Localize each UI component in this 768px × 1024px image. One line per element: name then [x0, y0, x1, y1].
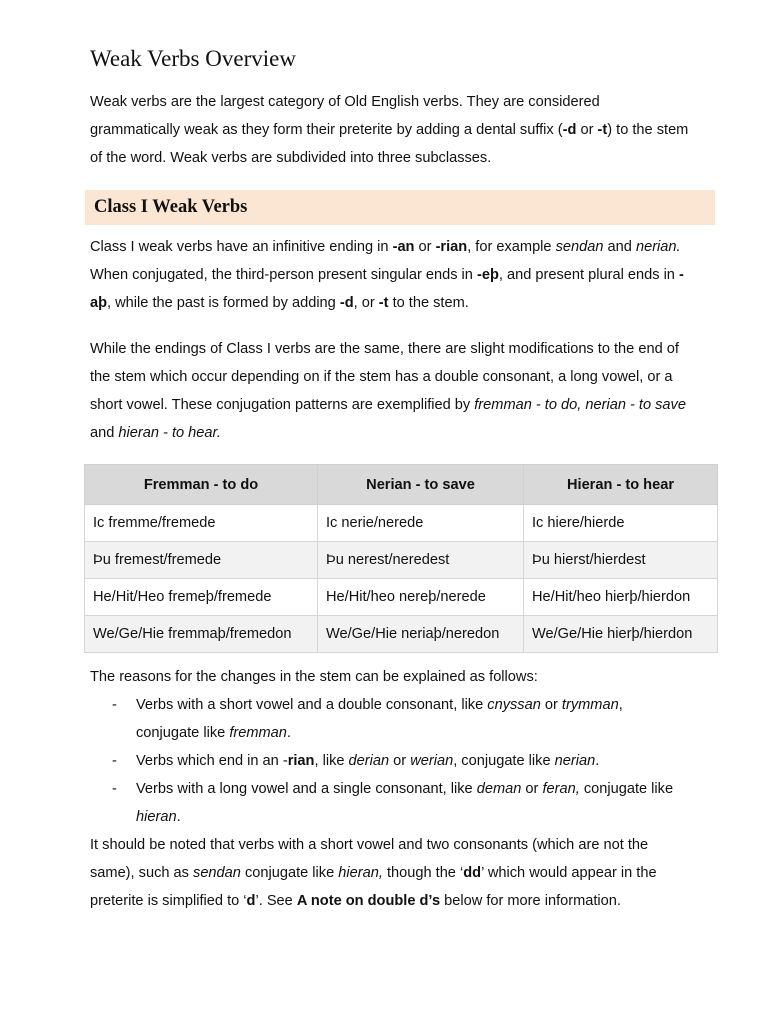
bold-text: dd	[463, 865, 482, 881]
text: or	[414, 239, 436, 255]
bold-text: A note on double d’s	[296, 893, 441, 909]
list-dash: -	[112, 697, 117, 713]
table-cell: He/Hit/Heo fremeþ/fremede	[85, 579, 318, 616]
table-cell: He/Hit/heo hierþ/hierdon	[524, 579, 718, 616]
text: and	[90, 425, 119, 441]
text: , while the past is formed by adding	[107, 295, 340, 311]
table-cell: He/Hit/heo nereþ/nerede	[318, 579, 524, 616]
text: It should be noted that verbs with a short vowel and two consonants (which are not the same), such as	[90, 837, 649, 881]
section-heading: Class I Weak Verbs	[94, 197, 248, 217]
italic-text: nerian	[554, 753, 596, 769]
text: conjugate like	[240, 865, 339, 881]
italic-text: hieran - to hear.	[118, 425, 221, 441]
bold-text: rian	[287, 753, 315, 769]
reasons-list	[90, 691, 690, 831]
table-cell: Ic hiere/hierde	[524, 505, 718, 542]
bold-text: -aþ	[90, 267, 684, 311]
italic-text: fremman - to do, nerian - to save	[474, 397, 686, 413]
table-cell: We/Ge/Hie hierþ/hierdon	[524, 616, 718, 653]
intro-paragraph	[90, 88, 690, 172]
text: , and present plural ends in	[498, 267, 679, 283]
text: or	[540, 697, 562, 713]
text: .	[176, 809, 181, 825]
text: Verbs which end in an -	[136, 753, 288, 769]
column-header: Nerian - to save	[318, 465, 524, 505]
italic-text: hieran	[136, 809, 177, 825]
text: Verbs with a long vowel and a single consonant, like	[136, 781, 477, 797]
table-row	[85, 579, 718, 616]
bold-text: -t	[597, 122, 608, 138]
text: , conjugate like	[136, 697, 623, 741]
list-dash: -	[112, 781, 117, 797]
conjugation-table	[84, 464, 718, 653]
italic-text: deman	[476, 781, 522, 797]
table-cell: Þu nerest/neredest	[318, 542, 524, 579]
section-banner	[85, 190, 715, 225]
italic-text: werian	[410, 753, 454, 769]
text: Weak verbs are the largest category of Old English verbs. They are considered grammatically weak as they form their preterite by adding a dental suffix (	[90, 94, 600, 138]
class1-paragraph-1	[90, 233, 690, 317]
table-cell: Ic nerie/nerede	[318, 505, 524, 542]
table-cell: Ic fremme/fremede	[85, 505, 318, 542]
text: Class I weak verbs have an infinitive ending in	[90, 239, 393, 255]
text: .	[595, 753, 600, 769]
page-title: Weak Verbs Overview	[90, 46, 296, 71]
list-item	[90, 691, 690, 747]
text: Verbs with a short vowel and a double consonant, like	[136, 697, 488, 713]
text: When conjugated, the third-person present singular ends in	[90, 267, 477, 283]
text: or	[389, 753, 411, 769]
italic-text: fremman	[229, 725, 287, 741]
bold-text: -d	[562, 122, 577, 138]
table-cell: Þu fremest/fremede	[85, 542, 318, 579]
list-item	[90, 747, 690, 775]
text: .	[286, 725, 291, 741]
text: , for example	[467, 239, 556, 255]
text: , like	[314, 753, 349, 769]
text: , conjugate like	[453, 753, 555, 769]
italic-text: trymman	[561, 697, 619, 713]
text: conjugate like	[579, 781, 674, 797]
column-header: Hieran - to hear	[524, 465, 718, 505]
table-row	[85, 505, 718, 542]
text: ’. See	[255, 893, 297, 909]
list-item	[90, 775, 690, 831]
text: While the endings of Class I verbs are the same, there are slight modifications to the end of the stem which occur depending on if the stem has a double consonant, a long vowel, or a short vowel. These conjugation patterns are exemplified by	[90, 341, 679, 413]
text: to the stem.	[388, 295, 469, 311]
text: , or	[353, 295, 379, 311]
italic-text: nerian.	[635, 239, 681, 255]
text: or	[521, 781, 543, 797]
table-row	[85, 616, 718, 653]
table-cell: Þu hierst/hierdest	[524, 542, 718, 579]
text: or	[576, 122, 598, 138]
bold-text: -d	[339, 295, 354, 311]
reasons-intro: The reasons for the changes in the stem can be explained as follows:	[90, 669, 538, 685]
table-header-row	[85, 465, 718, 505]
italic-text: feran,	[542, 781, 580, 797]
bold-text: -rian	[435, 239, 468, 255]
text: though the ‘	[382, 865, 464, 881]
list-dash: -	[112, 753, 117, 769]
italic-text: derian	[348, 753, 390, 769]
note-paragraph	[90, 831, 690, 915]
table-row	[85, 542, 718, 579]
table-cell: We/Ge/Hie fremmaþ/fremedon	[85, 616, 318, 653]
bold-text: -an	[392, 239, 415, 255]
bold-text: -eþ	[476, 267, 499, 283]
class1-paragraph-2	[90, 335, 690, 447]
table-cell: We/Ge/Hie neriaþ/neredon	[318, 616, 524, 653]
italic-text: sendan	[193, 865, 241, 881]
column-header: Fremman - to do	[85, 465, 318, 505]
text: ’ which would appear in the preterite is simplified to ‘	[90, 865, 657, 909]
bold-text: d	[246, 893, 256, 909]
text: ) to the stem of the word. Weak verbs are subdivided into three subclasses.	[90, 122, 689, 166]
text: below for more information.	[440, 893, 621, 909]
italic-text: sendan	[555, 239, 604, 255]
italic-text: cnyssan	[487, 697, 541, 713]
bold-text: -t	[378, 295, 389, 311]
text: and	[603, 239, 636, 255]
italic-text: hieran,	[338, 865, 383, 881]
